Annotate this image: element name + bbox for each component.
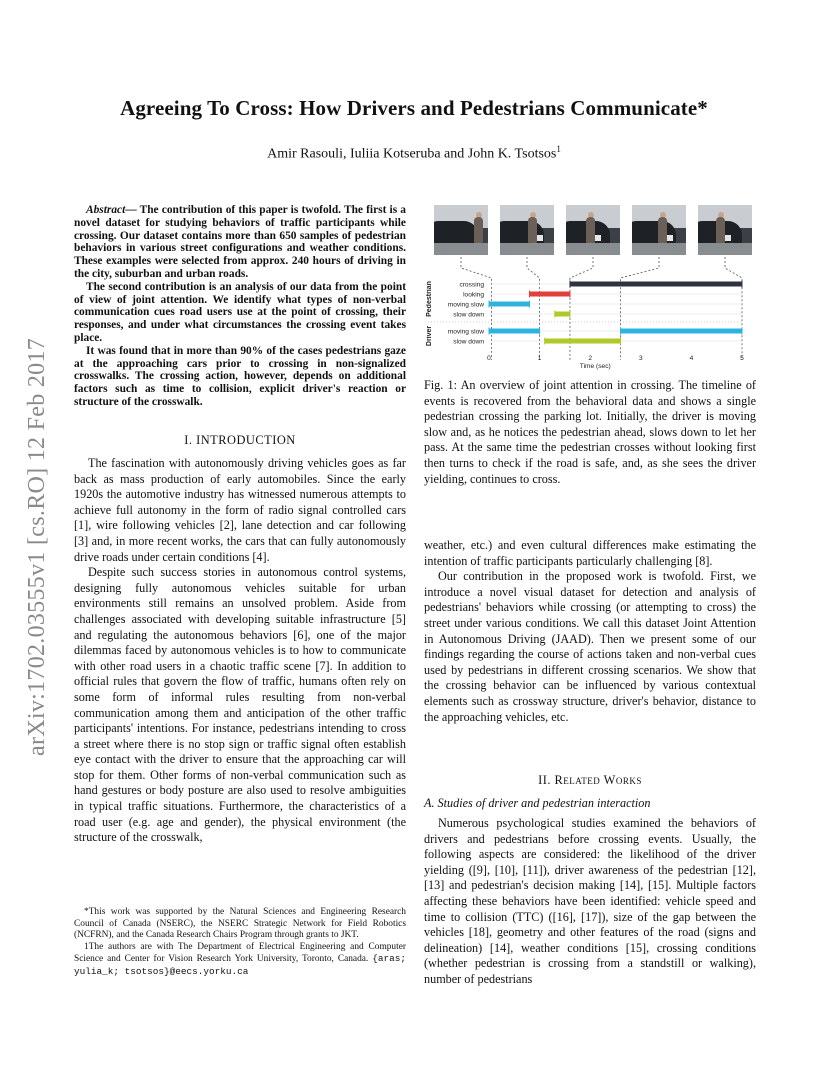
figure-1 xyxy=(426,202,756,370)
abstract-label: Abstract xyxy=(86,204,126,216)
footnote-affiliation xyxy=(74,942,406,979)
author-footnote-mark: 1 xyxy=(556,144,561,154)
section-2-heading-wrap xyxy=(424,773,756,788)
author-names: Amir Rasouli, Iuliia Kotseruba and John K. Tsotsos xyxy=(267,146,557,162)
footnote-funding: *This work was supported by the Natural Sciences and Engineering Research Council of Canada (NSERC), the NSERC Strategic Network for Field Robotics (NCFRN), and the Canada Research Chairs Program through grants to JKT. xyxy=(74,907,406,940)
row-label: moving slow xyxy=(447,328,484,336)
frame-connector xyxy=(527,257,540,360)
frame-connectors xyxy=(461,257,742,360)
subsection-2a-heading: A. Studies of driver and pedestrian interaction xyxy=(424,796,651,810)
x-tick-label: 4 xyxy=(689,355,694,362)
section-2-title: Related Works xyxy=(554,773,642,787)
timeline-chart xyxy=(426,202,756,370)
timeline-bar xyxy=(489,302,529,307)
frame-connector xyxy=(725,257,742,360)
x-axis-label: Time (sec) xyxy=(579,363,611,370)
row-label: crossing xyxy=(459,281,484,289)
footnote-affiliation-text: 1The authors are with The Department of Electrical Engineering and Computer Science and Center for Vision Research York University, Toronto, Canada. xyxy=(74,941,406,964)
row-label: slow down xyxy=(453,311,484,319)
intro-p1: The fascination with autonomously driving vehicles goes as far back as mass production of early automobiles. Since the early 1920s the automotive industry has witnessed numerous attempts to achieve full autonomy in the form of radio signal controlled cars [1], wire following vehicles [2], lane detection and car following [3] and, in more recent works, the cars that can fully autonomously drive roads under certain conditions [4]. xyxy=(74,456,406,564)
section-1-heading: I. INTRODUCTION xyxy=(184,433,296,447)
timeline-axis xyxy=(487,355,744,370)
group-label: Pedestrian xyxy=(426,281,433,317)
figure-1-caption: Fig. 1: An overview of joint attention in crossing. The timeline of events is recovered from the behavioral data and shows a single pedestrian crossing the parking lot. Initially, the driver is moving slow and, as he notices the pedestrian ahead, slows down to let her pass. At the same time the pedestrian crosses without looking first then turns to check if the road is safe, and, as she sees the driver yielding, continues to cross. xyxy=(424,378,756,486)
row-label: looking xyxy=(463,291,484,299)
footnote-emails: {aras; yulia_k; tsotsos}@eecs.yorku.ca xyxy=(74,953,406,977)
arxiv-watermark: arXiv:1702.03555v1 [cs.RO] 12 Feb 2017 xyxy=(24,337,50,756)
frame-connector xyxy=(570,257,593,360)
x-tick-label: 2 xyxy=(588,355,593,362)
timeline-bar xyxy=(545,339,621,344)
footnotes xyxy=(74,907,406,978)
section-1-continued xyxy=(424,538,756,725)
paper-authors xyxy=(0,144,828,163)
section-2-number: II. xyxy=(538,773,555,787)
intro-p2: Despite such success stories in autonomous control systems, designing fully autonomous vehicles suitable for urban environments still remains an unsolved problem. Aside from challenges associated with developing suitable infrastructure [5] and regulating the autonomous behaviors [6], one of the major dilemmas faced by autonomous vehicles is to how to communicate with other road users in a chaotic traffic scene [7]. In addition to official rules that govern the flow of traffic, humans often rely on some form of informal rules resulting from non-verbal communication among them and anticipation of the other traffic participants' intentions. For instance, pedestrians intending to cross a street where there is no stop sign or traffic signal often establish eye contact with the driver to ensure that the approaching car will stop for them. Other forms of non-verbal communication such as hand gestures or body posture are also used to resolve ambiguities in typical traffic situations. Furthermore, the characteristics of a road user (e.g. age and gender), the physical environment (the structure of the crosswalk, xyxy=(74,565,406,845)
abstract-p2: The second contribution is an analysis of our data from the point of view of joint attention. We identify what types of non-verbal communication cues road users use at the point of crossing, their responses, and under what circumstances the crossing event takes place. xyxy=(74,280,406,344)
timeline-bar xyxy=(570,282,742,287)
paper-title: Agreeing To Cross: How Drivers and Pedestrians Communicate* xyxy=(120,96,708,120)
timeline-bar xyxy=(621,329,742,334)
timeline-bar xyxy=(555,312,570,317)
x-tick-label: 5 xyxy=(740,355,744,362)
abstract xyxy=(74,204,406,409)
abstract-p1-text: — The contribution of this paper is twofold. The first is a novel dataset for studying behaviors of traffic participants while crossing. Our dataset contains more than 650 samples of pedestrian behaviors in various street configurations and weather conditions. These examples were selected from approx. 240 hours of driving in the city, suburban and urban roads. xyxy=(74,204,406,280)
intro-p2-continued: weather, etc.) and even cultural differences make estimating the intention of traffic participants particularly challenging [8]. xyxy=(424,538,756,568)
intro-p3: Our contribution in the proposed work is twofold. First, we introduce a novel visual dataset for detection and analysis of pedestrians' behaviors while crossing (or attempting to cross) the street under various conditions. We call this dataset Joint Attention in Autonomous Driving (JAAD). Then we present some of our findings regarding the course of actions taken and non-verbal cues used by pedestrians in different crossing scenarios. We show that the crossing behavior can be influenced by various contextual elements such as crossway structure, driver's behavior, distance to the approaching vehicles, etc. xyxy=(424,569,756,724)
timeline-bar xyxy=(529,292,569,297)
abstract-p3: It was found that in more than 90% of the cases pedestrians gaze at the approaching cars prior to crossing in non-signalized crosswalks. The crossing action, however, depends on additional factors such as time to collision, explicit driver's reaction or structure of the crosswalk. xyxy=(74,344,406,408)
related-p1: Numerous psychological studies examined the behaviors of drivers and pedestrians before crossing events. Usually, the following aspects are considered: the likelihood of the driver yielding ([9], [10], [11]), driver awareness of the pedestrian [12], [13] and pedestrian's decision making [14], [15]. Multiple factors affecting these behaviors have been identified: vehicle speed and time to collision (TTC) ([16], [17]), size of the gap between the vehicles [18], geometry and other features of the road (signs and delineation) [14], weather conditions [15], crossing conditions (whether pedestrian is crossing from a standstill or walking), number of pedestrians xyxy=(424,816,756,986)
section-1-heading-wrap xyxy=(74,433,406,448)
abstract-p1 xyxy=(74,204,406,281)
x-tick-label: 0 xyxy=(487,355,491,362)
section-1-body xyxy=(74,456,406,846)
x-tick-label: 3 xyxy=(638,355,643,362)
group-label: Driver xyxy=(426,325,433,347)
group-labels xyxy=(426,281,433,346)
row-labels xyxy=(448,282,485,346)
row-label: moving slow xyxy=(447,301,484,309)
section-2-body xyxy=(424,816,756,988)
frame-connector xyxy=(621,257,659,360)
x-tick-label: 1 xyxy=(537,355,542,362)
row-label: slow down xyxy=(453,338,484,346)
timeline-bar xyxy=(489,329,540,334)
section-2-heading xyxy=(424,773,756,788)
